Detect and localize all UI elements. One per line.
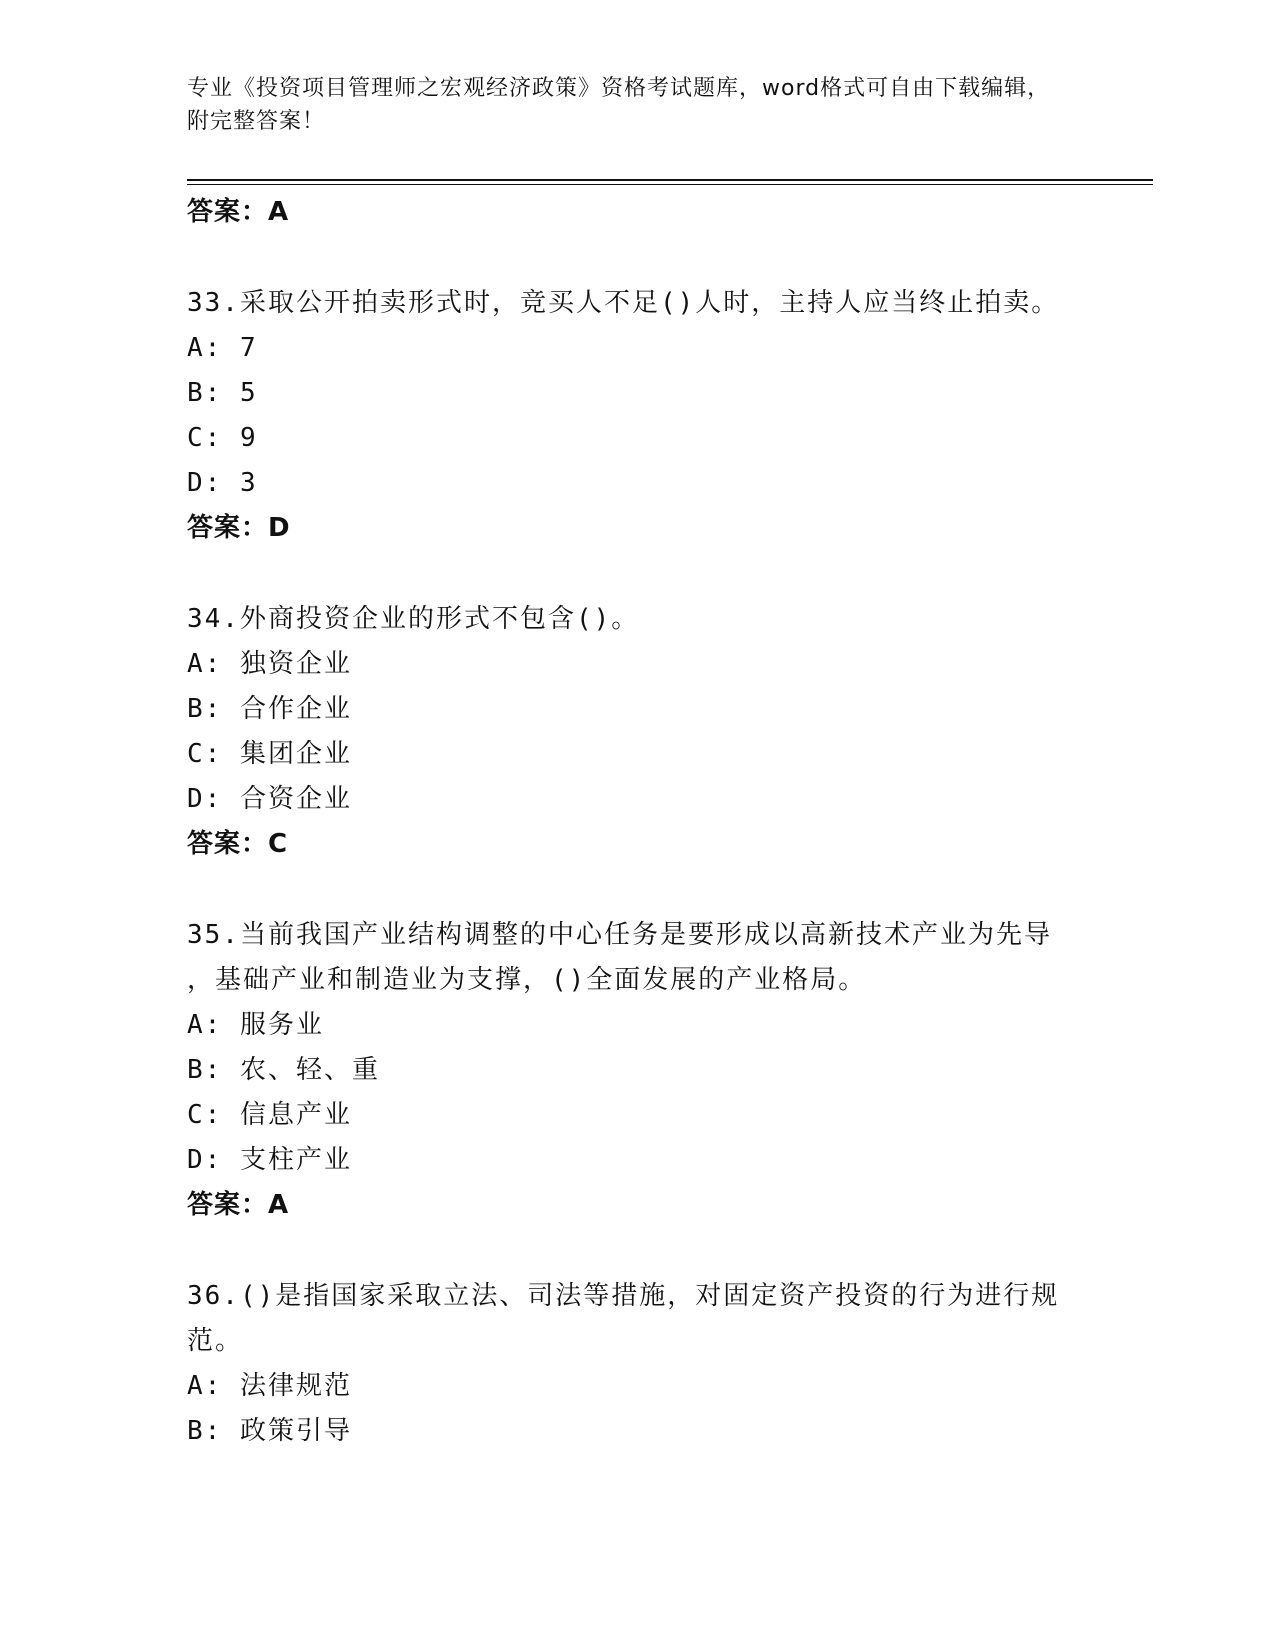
question-34 — [187, 597, 1077, 867]
option-a: A: 法律规范 — [187, 1371, 352, 1401]
option-c: C: 9 — [187, 423, 258, 453]
answer-line: 答案：C — [187, 829, 289, 859]
option-b: B: 合作企业 — [187, 694, 352, 724]
option-d: D: 支柱产业 — [187, 1145, 352, 1175]
option-b: B: 5 — [187, 378, 258, 408]
question-33 — [187, 281, 1077, 551]
question-stem-line-1: 35.当前我国产业结构调整的中心任务是要形成以高新技术产业为先导 — [187, 920, 1052, 950]
option-b: B: 农、轻、重 — [187, 1055, 380, 1085]
question-stem: 34.外商投资企业的形式不包含()。 — [187, 604, 640, 634]
header-divider-thick — [187, 179, 1153, 181]
option-d: D: 合资企业 — [187, 784, 352, 814]
option-c: C: 集团企业 — [187, 739, 352, 769]
option-b: B: 政策引导 — [187, 1416, 352, 1446]
question-36 — [187, 1274, 1077, 1454]
option-d: D: 3 — [187, 468, 258, 498]
option-c: C: 信息产业 — [187, 1100, 352, 1130]
question-stem-line-2: 范。 — [187, 1326, 244, 1356]
question-stem-line-2: ，基础产业和制造业为支撑，()全面发展的产业格局。 — [187, 965, 867, 995]
question-list — [187, 190, 1077, 1454]
answer-line: 答案：A — [187, 197, 290, 227]
document-header — [187, 72, 1067, 138]
header-text: 专业《投资项目管理师之宏观经济政策》资格考试题库，word格式可自由下载编辑，附完整答案！ — [187, 76, 1051, 134]
question-stem-line-1: 36.()是指国家采取立法、司法等措施，对固定资产投资的行为进行规 — [187, 1281, 1060, 1311]
question-35 — [187, 913, 1077, 1228]
option-a: A: 服务业 — [187, 1010, 324, 1040]
option-a: A: 独资企业 — [187, 649, 352, 679]
answer-line: 答案：A — [187, 1190, 290, 1220]
option-a: A: 7 — [187, 333, 258, 363]
question-stem: 33.采取公开拍卖形式时，竞买人不足()人时，主持人应当终止拍卖。 — [187, 288, 1060, 318]
header-divider-thin — [187, 184, 1153, 185]
answer-line: 答案：D — [187, 513, 291, 543]
